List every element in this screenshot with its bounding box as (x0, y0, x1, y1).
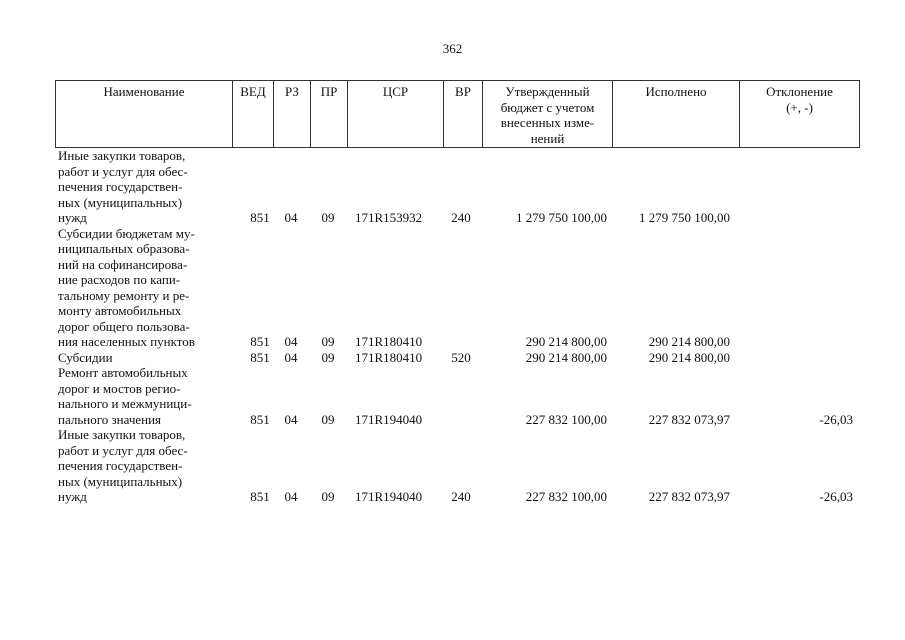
row-vr: 240 (451, 489, 471, 504)
row-budget: 227 832 100,00 (525, 489, 607, 504)
row-name (55, 350, 228, 366)
table-row (55, 226, 860, 350)
header-deviation-line: Отклонение (766, 84, 833, 99)
row-name (55, 365, 228, 427)
table-row (55, 427, 860, 505)
row-name-line: работ и услуг для обес- (58, 163, 188, 179)
row-vr: 520 (451, 349, 471, 365)
row-name-line: Субсидии (58, 349, 113, 365)
header-pr: ПР (310, 81, 347, 147)
header-budget (482, 81, 612, 147)
row-name-line: ниципальных образова- (58, 241, 190, 256)
row-pr: 09 (321, 334, 335, 349)
row-name-line: печения государствен- (58, 179, 183, 194)
row-done: 1 279 750 100,00 (639, 210, 730, 225)
row-done: 227 832 073,97 (648, 411, 730, 427)
row-name-line: монту автомобильных (58, 303, 182, 318)
row-done: 227 832 073,97 (648, 489, 730, 504)
row-rz: 04 (284, 489, 298, 504)
row-budget: 290 214 800,00 (525, 334, 607, 349)
table-header (55, 80, 860, 148)
row-name-line: нужд (58, 210, 87, 225)
header-rz: РЗ (273, 81, 310, 147)
page-number: 362 (442, 41, 463, 56)
row-pr: 09 (321, 411, 335, 427)
row-name-line: дорог общего пользова- (58, 318, 190, 334)
header-csr: ЦСР (347, 81, 443, 147)
row-name-line: ний на софинансирова- (58, 256, 188, 272)
row-done: 290 214 800,00 (648, 349, 730, 365)
row-name-line: Иные закупки товаров, (58, 427, 186, 442)
row-ved: 851 (250, 489, 270, 504)
row-name (55, 226, 228, 350)
row-name-line: ных (муниципальных) (58, 473, 183, 489)
header-name: Наименование (103, 84, 185, 99)
row-name-line: нального и межмуници- (58, 396, 192, 411)
row-name (55, 427, 228, 505)
row-name-line: ния населенных пунктов (58, 334, 195, 349)
row-csr: 171R194040 (355, 411, 423, 427)
row-csr: 171R194040 (355, 489, 423, 504)
header-deviation-line: (+, -) (786, 99, 813, 115)
row-ved: 851 (250, 411, 270, 427)
row-name-line: ных (муниципальных) (58, 194, 183, 210)
row-ved: 851 (250, 349, 270, 365)
header-budget-line: внесенных изме- (500, 115, 595, 130)
row-name (55, 148, 228, 226)
row-ved: 851 (250, 334, 270, 349)
row-name-line: ние расходов по капи- (58, 272, 181, 287)
row-name-line: Ремонт автомобильных (58, 365, 188, 380)
row-vr: 240 (451, 210, 471, 225)
header-budget-line: Утвержденный (505, 84, 590, 99)
row-pr: 09 (321, 489, 335, 504)
row-name-line: пального значения (58, 411, 162, 427)
row-budget: 290 214 800,00 (525, 349, 607, 365)
row-deviation: -26,03 (819, 411, 853, 427)
row-name-line: печения государствен- (58, 458, 183, 473)
row-budget: 1 279 750 100,00 (516, 210, 607, 225)
row-name-line: дорог и мостов регио- (58, 380, 181, 396)
header-deviation (739, 81, 859, 147)
row-rz: 04 (284, 349, 298, 365)
row-name-line: Субсидии бюджетам му- (58, 225, 195, 241)
table-row (55, 365, 860, 427)
header-budget-line: бюджет с учетом (500, 99, 595, 115)
row-name-line: работ и услуг для обес- (58, 442, 188, 458)
header-budget-line: нений (530, 130, 565, 146)
row-name-line: Иные закупки товаров, (58, 148, 186, 163)
row-csr: 171R180410 (355, 349, 423, 365)
row-done: 290 214 800,00 (648, 334, 730, 349)
row-name-line: тальному ремонту и ре- (58, 287, 190, 303)
table-row (55, 148, 860, 226)
row-rz: 04 (284, 334, 298, 349)
header-vr: ВР (443, 81, 482, 147)
row-csr: 171R153932 (355, 210, 423, 225)
row-pr: 09 (321, 210, 335, 225)
row-rz: 04 (284, 411, 298, 427)
row-deviation: -26,03 (819, 489, 853, 504)
row-budget: 227 832 100,00 (525, 411, 607, 427)
row-csr: 171R180410 (355, 334, 423, 349)
header-done: Исполнено (612, 81, 739, 147)
row-rz: 04 (284, 210, 298, 225)
row-name-line: нужд (58, 489, 87, 504)
table-row (55, 350, 860, 366)
row-pr: 09 (321, 349, 335, 365)
budget-table (55, 80, 860, 505)
row-ved: 851 (250, 210, 270, 225)
header-ved: ВЕД (232, 81, 273, 147)
